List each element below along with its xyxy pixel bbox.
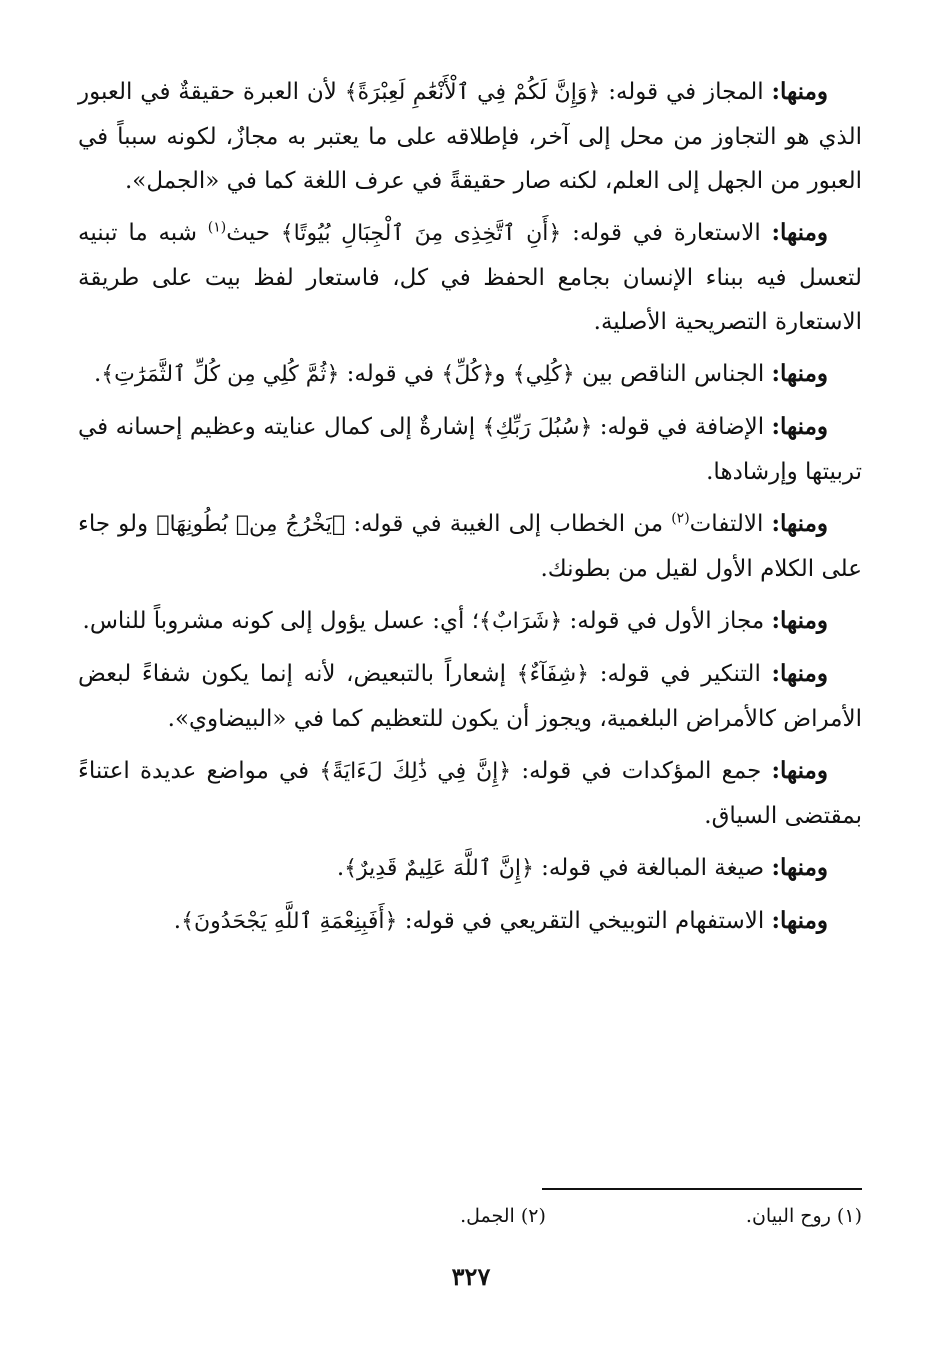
quran-quote: ﴿سُبُلَ رَبِّكِ﴾ — [482, 415, 593, 440]
paragraph-text: التنكير في قوله: — [589, 661, 772, 687]
paragraph-text: إشعاراً بالتبعيض، لأنه إنما يكون شفاءً لبعض الأمراض كالأمراض البلغمية، ويجوز أن يكون للتعظيم كما في «البيضاوي». — [78, 661, 862, 732]
paragraph — [78, 502, 862, 591]
paragraph-text: ؛ أي: عسل يؤول إلى كونه مشروباً للناس. — [82, 608, 480, 634]
footnote-ref: (٢) — [671, 510, 690, 527]
paragraph-text: إشارةٌ إلى كمال عنايته وعظيم إحسانه في تربيتها وإرشادها. — [78, 414, 862, 485]
paragraph — [78, 70, 862, 203]
paragraph-text: في مواضع عديدة اعتناءً بمقتضى السياق. — [78, 758, 862, 829]
paragraph-lead: ومنها: — [771, 219, 828, 246]
paragraph-text: ولو جاء على الكلام الأول لقيل من بطونك. — [78, 511, 862, 582]
paragraph-lead: ومنها: — [771, 510, 829, 537]
paragraph-lead: ومنها: — [771, 757, 828, 784]
paragraph-lead: ومنها: — [771, 413, 828, 440]
quran-quote: ﴿إِنَّ فِي ذَٰلِكَ لَءَايَةً﴾ — [319, 759, 512, 784]
paragraph-lead: ومنها: — [771, 78, 828, 105]
paragraph — [78, 211, 862, 344]
paragraph — [78, 899, 862, 944]
quran-quote: ﴿كُلِي﴾ — [512, 362, 575, 387]
paragraph-text: الاستعارة في قوله: — [561, 220, 772, 246]
paragraph-text: في قوله: — [339, 361, 442, 387]
paragraph — [78, 352, 862, 397]
paragraph — [78, 749, 862, 838]
paragraph-text: من الخطاب إلى الغيبة في قوله: — [345, 511, 672, 537]
paragraph — [78, 846, 862, 891]
paragraph — [78, 652, 862, 741]
paragraph-text: . — [173, 908, 182, 934]
paragraph-text: . — [336, 855, 345, 881]
paragraph-lead: ومنها: — [771, 854, 828, 881]
page-body — [78, 70, 862, 952]
paragraph-lead: ومنها: — [771, 660, 828, 687]
paragraph-lead: ومنها: — [771, 360, 828, 387]
quran-quote: ﴿كُلِّ﴾ — [441, 362, 495, 387]
paragraph-text: و — [494, 361, 513, 387]
footnote-divider — [542, 1188, 862, 1190]
paragraph — [78, 405, 862, 494]
quran-quote: ﴿شِفَآءٌ﴾ — [516, 662, 590, 687]
paragraph-text: الاستفهام التوبيخي التقريعي في قوله: — [397, 908, 772, 934]
quran-quote: ﴿إِنَّ ٱللَّهَ عَلِيمٌ قَدِيرٌ﴾ — [344, 856, 534, 881]
quran-quote: ﴿أَنِ ٱتَّخِذِى مِنَ ٱلْجِبَالِ بُيُوتًا﴾ — [280, 221, 562, 246]
paragraph-text: جمع المؤكدات في قوله: — [511, 758, 772, 784]
paragraph-lead: ومنها: — [771, 607, 828, 634]
paragraph-lead: ومنها: — [771, 907, 828, 934]
paragraph-text: . — [93, 361, 102, 387]
footnote-1: (١) روح البيان. — [745, 1205, 862, 1227]
paragraph-text: حيث — [226, 220, 281, 246]
footnote-2: (٢) الجمل. — [460, 1205, 546, 1227]
paragraph-text: الجناس الناقص بين — [574, 361, 772, 387]
paragraph-text: صيغة المبالغة في قوله: — [533, 855, 772, 881]
quran-quote: ﴿وَإِنَّ لَكُمْ فِي ٱلْأَنْعَٰمِ لَعِبْرَةً﴾ — [344, 80, 601, 105]
quran-quote: ﴿شَرَابٌ﴾ — [479, 609, 563, 634]
paragraph — [78, 599, 862, 644]
quran-quote: ﴿ثُمَّ كُلِي مِن كُلِّ ٱلثَّمَرَٰتِ﴾ — [101, 362, 340, 387]
paragraph-text: لأن العبرة حقيقةٌ في العبور الذي هو التجاوز من محل إلى آخر، فإطلاقه على ما يعتبر به مجازٌ، لكونه سبباً في العبور من الجهل إلى العلم، لكنه صار حقيقةً في عرف اللغة كما في «الجمل». — [78, 79, 862, 194]
footnote-ref: (١) — [207, 219, 227, 236]
footnotes — [78, 1205, 862, 1227]
paragraph-text: المجاز في قوله: — [600, 79, 772, 105]
paragraph-text: الالتفات — [689, 511, 772, 537]
paragraph-text: الإضافة في قوله: — [592, 414, 772, 440]
page-number: ٣٢٧ — [451, 1262, 491, 1291]
quran-quote: ﴿أَفَبِنِعْمَةِ ٱللَّهِ يَجْحَدُونَ﴾ — [181, 909, 398, 934]
paragraph-text: مجاز الأول في قوله: — [562, 608, 772, 634]
quran-quote: ﴿يَخْرُجُ مِنۢ بُطُونِهَا﴾ — [156, 512, 346, 537]
paragraph-text: شبه ما تبنيه لتعسل فيه ببناء الإنسان بجامع الحفظ في كل، فاستعار لفظ بيت على طريقة الاستعارة التصريحية الأصلية. — [78, 220, 862, 335]
